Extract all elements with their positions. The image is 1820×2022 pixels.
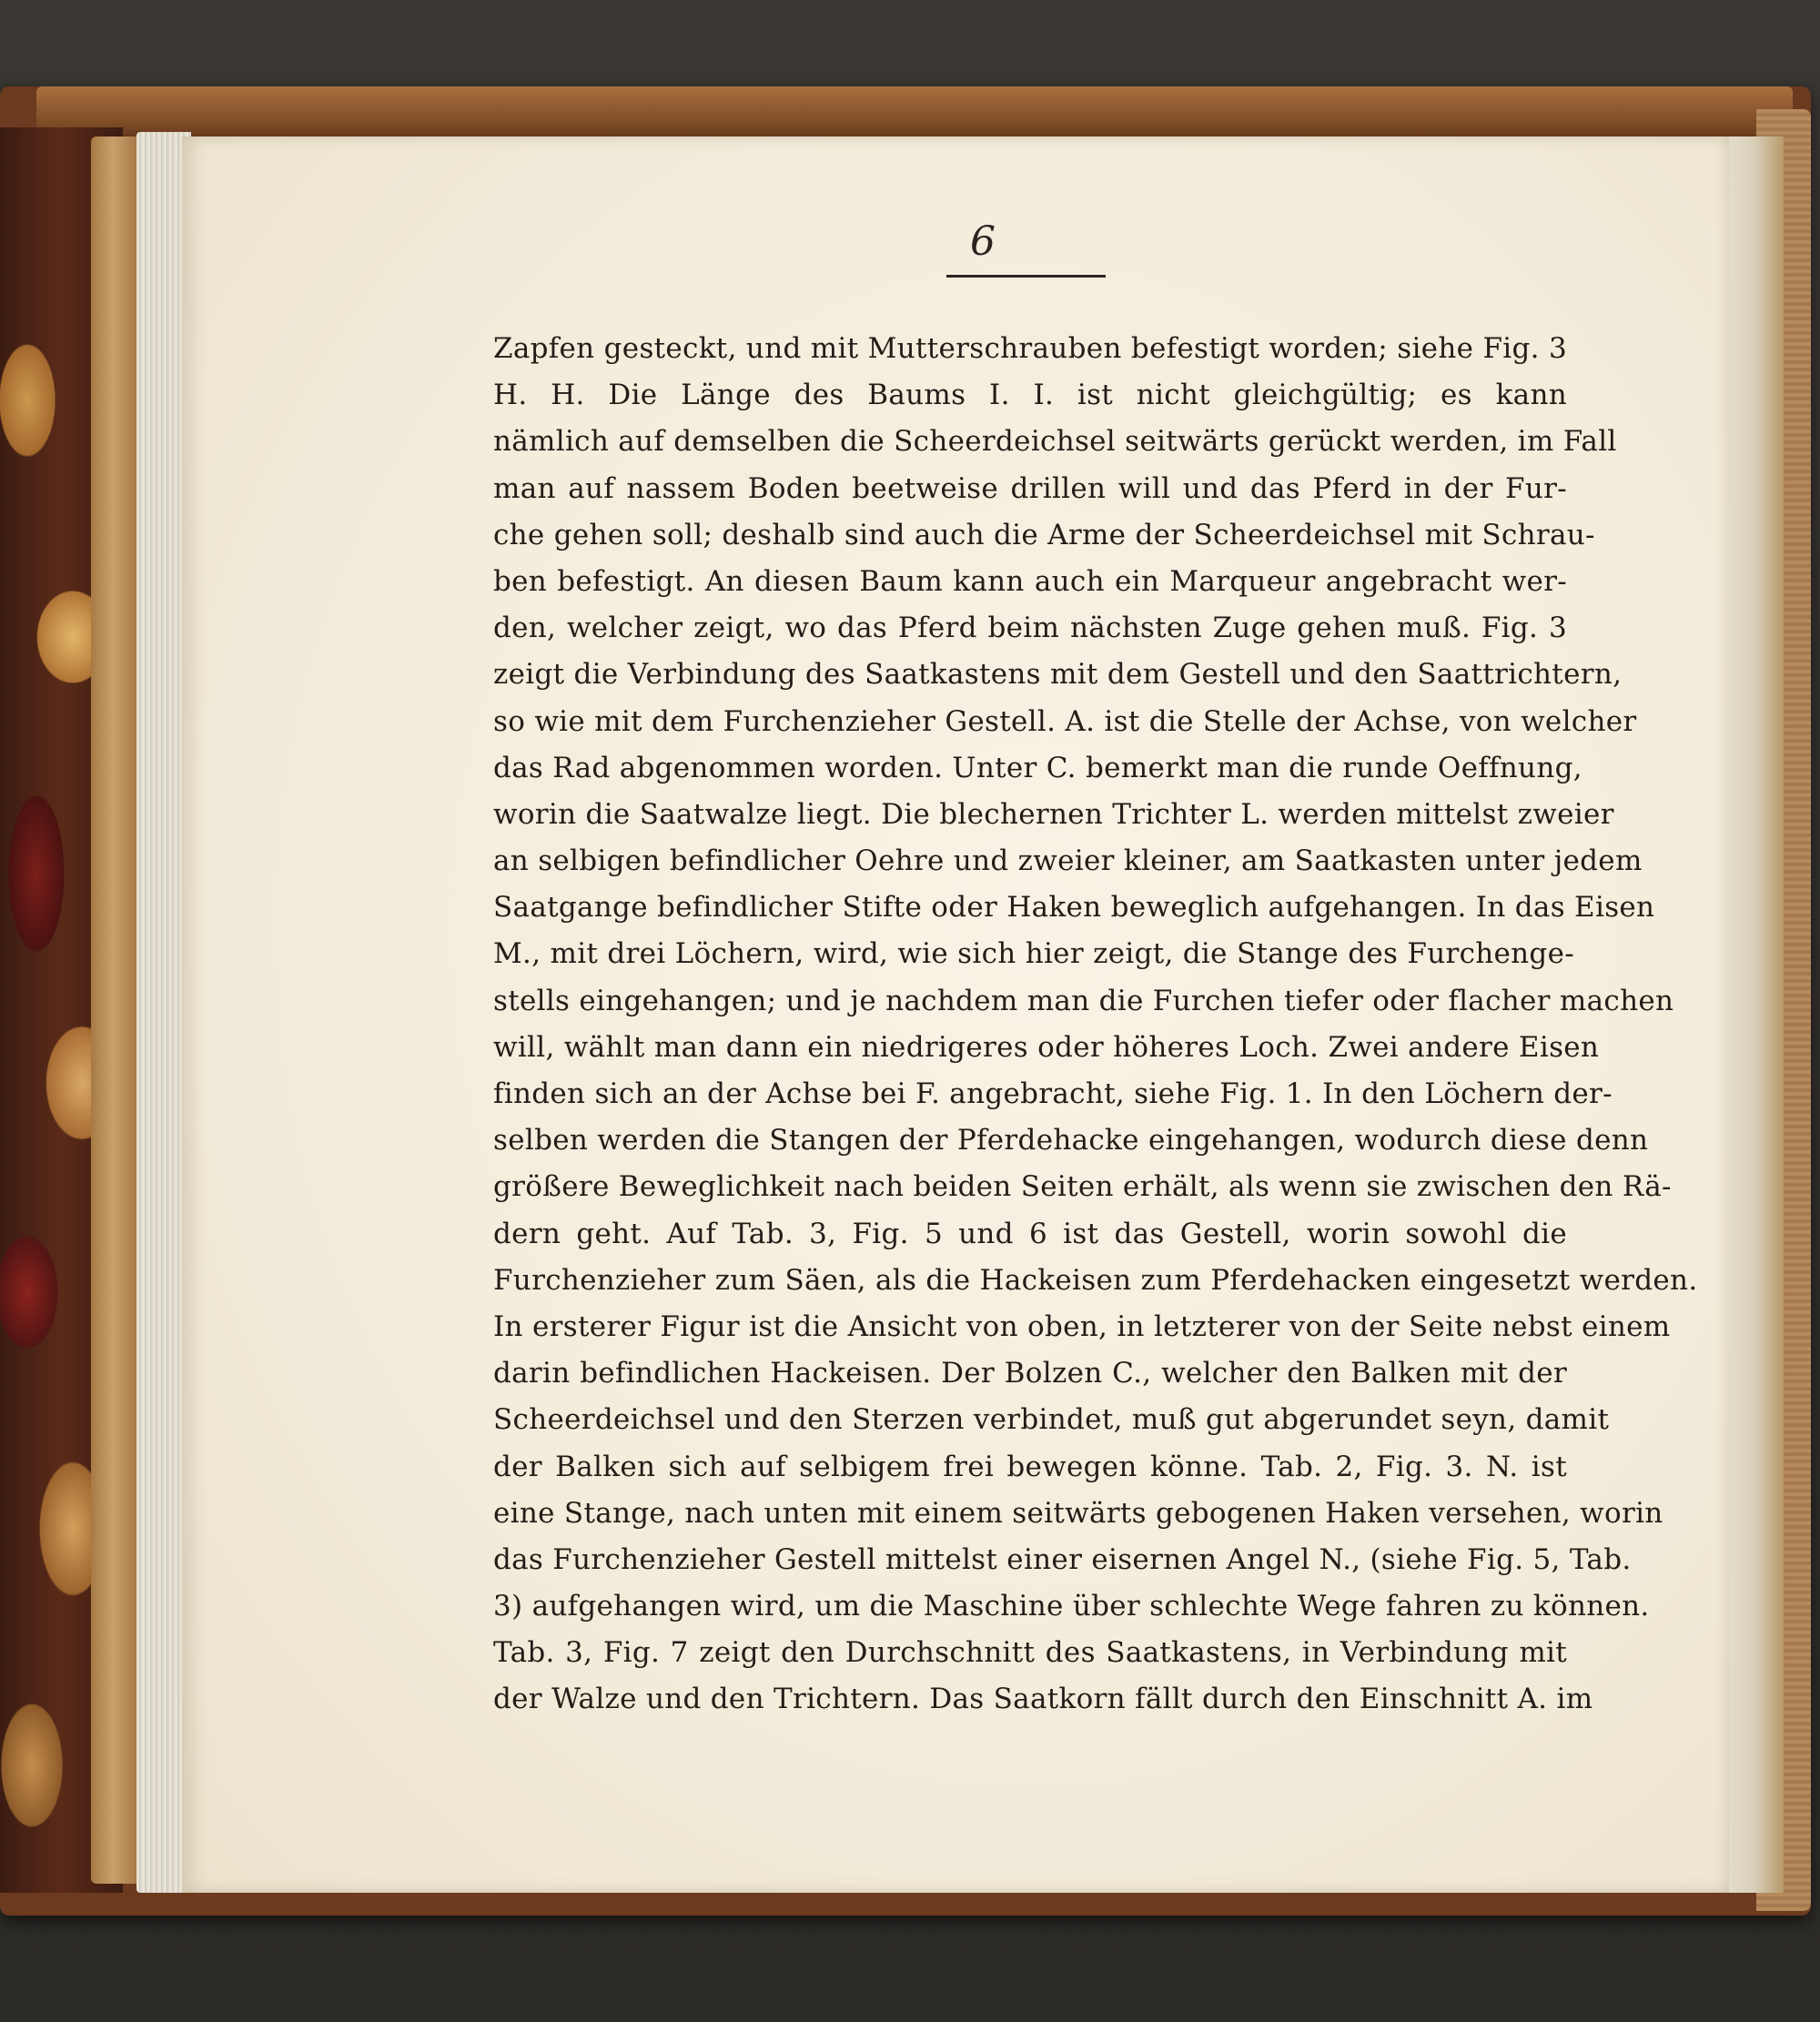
- text-line: dern geht. Auf Tab. 3, Fig. 5 und 6 ist das Gestell, worin sowohl die: [493, 1217, 1567, 1250]
- text-line: das Furchenzieher Gestell mittelst einer eisernen Angel N., (siehe Fig. 5, Tab.: [493, 1542, 1632, 1576]
- text-line: finden sich an der Achse bei F. angebracht, siehe Fig. 1. In den Löchern der-: [493, 1077, 1613, 1110]
- text-line: In ersterer Figur ist die Ansicht von oben, in letzterer von der Seite nebst einem: [493, 1309, 1671, 1343]
- text-line: 3) aufgehangen wird, um die Maschine über schlechte Wege fahren zu können.: [493, 1590, 1650, 1623]
- text-line: an selbigen befindlicher Oehre und zweier kleiner, am Saatkasten unter jedem: [493, 844, 1643, 878]
- text-line: zeigt die Verbindung des Saatkastens mit dem Gestell und den Saattrichtern,: [493, 658, 1623, 692]
- text-line: Furchenzieher zum Säen, als die Hackeisen zum Pferdehacken eingesetzt werden.: [493, 1263, 1698, 1297]
- page-number: 6: [970, 218, 996, 265]
- text-line: stells eingehangen; und je nachdem man die Furchen tiefer oder flacher machen: [493, 984, 1674, 1017]
- text-line: Tab. 3, Fig. 7 zeigt den Durchschnitt des Saatkastens, in Verbindung mit: [493, 1636, 1567, 1670]
- cover-top-edge: [36, 86, 1793, 141]
- text-line: Saatgange befindlicher Stifte oder Haken beweglich aufgehangen. In das Eisen: [493, 891, 1655, 925]
- text-line: M., mit drei Löchern, wird, wie sich hier zeigt, die Stange des Furchenge-: [493, 937, 1574, 971]
- text-line: H. H. Die Länge des Baums I. I. ist nicht gleichgültig; es kann: [493, 379, 1567, 412]
- text-line: nämlich auf demselben die Scheerdeichsel seitwärts gerückt werden, im Fall: [493, 425, 1617, 459]
- text-line: der Balken sich auf selbigem frei bewegen könne. Tab. 2, Fig. 3. N. ist: [493, 1450, 1567, 1483]
- text-line: darin befindlichen Hackeisen. Der Bolzen C., welcher den Balken mit der: [493, 1357, 1567, 1390]
- text-line: che gehen soll; deshalb sind auch die Arme der Scheerdeichsel mit Schrau-: [493, 518, 1595, 551]
- text-line: eine Stange, nach unten mit einem seitwärts gebogenen Haken versehen, worin: [493, 1496, 1663, 1530]
- text-line: will, wählt man dann ein niedrigeres oder höheres Loch. Zwei andere Eisen: [493, 1030, 1600, 1064]
- text-line: selben werden die Stangen der Pferdehacke eingehangen, wodurch diese denn: [493, 1124, 1649, 1158]
- text-line: so wie mit dem Furchenzieher Gestell. A. ist die Stelle der Achse, von welcher: [493, 704, 1637, 738]
- text-line: ben befestigt. An diesen Baum kann auch ein Marqueur angebracht wer-: [493, 564, 1567, 598]
- text-line: der Walze und den Trichtern. Das Saatkorn fällt durch den Einschnitt A. im: [493, 1683, 1593, 1716]
- text-line: größere Beweglichkeit nach beiden Seiten erhält, als wenn sie zwischen den Rä-: [493, 1170, 1672, 1204]
- text-line: Zapfen gesteckt, und mit Mutterschrauben befestigt worden; siehe Fig. 3: [493, 332, 1567, 365]
- text-line: man auf nassem Boden beetweise drillen will und das Pferd in der Fur-: [493, 471, 1567, 505]
- text-line: den, welcher zeigt, wo das Pferd beim nächsten Zuge gehen muß. Fig. 3: [493, 612, 1567, 645]
- page-number-rule: [946, 275, 1106, 278]
- body-text: [493, 326, 1698, 1724]
- text-line: worin die Saatwalze liegt. Die blechernen Trichter L. werden mittelst zweier: [493, 797, 1614, 831]
- text-line: das Rad abgenommen worden. Unter C. bemerkt man die runde Oeffnung,: [493, 751, 1582, 784]
- text-line: Scheerdeichsel und den Sterzen verbindet, muß gut abgerundet seyn, damit: [493, 1403, 1610, 1437]
